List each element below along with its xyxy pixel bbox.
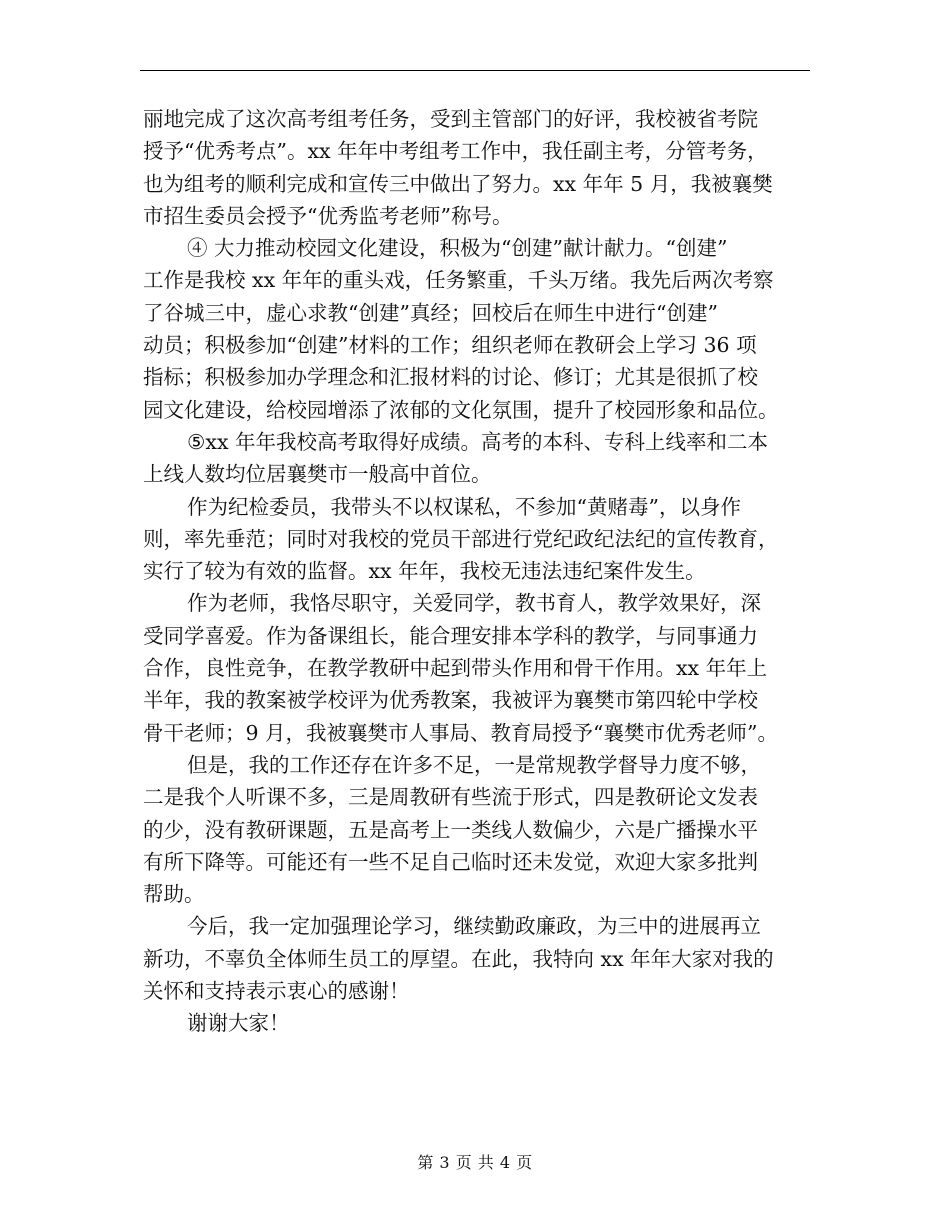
- header-rule: [140, 70, 810, 71]
- text-line: 的少，没有教研课题，五是高考上一类线人数偏少，六是广播操水平: [143, 817, 758, 842]
- text-line: 骨干老师；9 月，我被襄樊市人事局、教育局授予“襄樊市优秀老师”。: [143, 720, 779, 745]
- text-line: 市招生委员会授予“优秀监考老师”称号。: [143, 203, 513, 228]
- paragraph-start-line: ④ 大力推动校园文化建设，积极为“创建”献计献力。“创建”: [187, 236, 728, 261]
- text-line: 动员；积极参加“创建”材料的工作；组织老师在教研会上学习 36 项: [143, 333, 757, 358]
- text-line: 有所下降等。可能还有一些不足自己临时还未发觉，欢迎大家多批判: [143, 849, 758, 874]
- text-line: 半年，我的教案被学校评为优秀教案，我被评为襄樊市第四轮中学校: [143, 688, 758, 713]
- paragraph-start-line: ⑤xx 年年我校高考取得好成绩。高考的本科、专科上线率和二本: [187, 429, 769, 454]
- text-line: 实行了较为有效的监督。xx 年年，我校无违法违纪案件发生。: [143, 559, 706, 584]
- paragraph-start-line: 但是，我的工作还存在许多不足，一是常规教学督导力度不够，: [187, 752, 761, 777]
- text-line: 上线人数均位居襄樊市一般高中首位。: [143, 462, 492, 487]
- text-line: 合作，良性竞争，在教学教研中起到带头作用和骨干作用。xx 年年上: [143, 656, 768, 681]
- text-line: 了谷城三中，虚心求教“创建”真经；回校后在师生中进行“创建”: [143, 300, 718, 325]
- text-line: 丽地完成了这次高考组考任务，受到主管部门的好评，我校被省考院: [143, 107, 758, 131]
- paragraph-start-line: 作为纪检委员，我带头不以权谋私，不参加“黄赌毒”，以身作: [187, 494, 741, 519]
- text-line: 指标；积极参加办学理念和汇报材料的讨论、修订；尤其是很抓了校: [143, 365, 758, 390]
- paragraph-start-line: 今后，我一定加强理论学习，继续勤政廉政，为三中的进展再立: [187, 914, 761, 939]
- text-line: 授予“优秀考点”。xx 年年中考组考工作中，我任副主考，分管考务，: [143, 139, 768, 164]
- page-number: 第 3 页 共 4 页: [417, 1153, 533, 1172]
- closing-line: 谢谢大家！: [187, 1011, 290, 1036]
- text-line: 工作是我校 xx 年年的重头戏，任务繁重，千头万绪。我先后两次考察: [143, 268, 774, 293]
- text-line: 园文化建设，给校园增添了浓郁的文化氛围，提升了校园形象和品位。: [143, 397, 779, 422]
- paragraph-start-line: 作为老师，我恪尽职守，关爱同学，教书育人，教学效果好，深: [187, 591, 761, 616]
- text-line: 受同学喜爱。作为备课组长，能合理安排本学科的教学，与同事通力: [143, 623, 758, 648]
- text-line: 二是我个人听课不多，三是周教研有些流于形式，四是教研论文发表: [143, 785, 758, 810]
- text-line: 关怀和支持表示衷心的感谢！: [143, 979, 410, 1004]
- text-line: 帮助。: [143, 882, 205, 907]
- text-line: 也为组考的顺利完成和宣传三中做出了努力。xx 年年 5 月，我被襄樊: [143, 171, 773, 196]
- text-line: 则，率先垂范；同时对我校的党员干部进行党纪政纪法纪的宣传教育，: [143, 526, 779, 551]
- text-line: 新功，不辜负全体师生员工的厚望。在此，我特向 xx 年年大家对我的: [143, 946, 774, 971]
- document-body: [143, 103, 817, 1040]
